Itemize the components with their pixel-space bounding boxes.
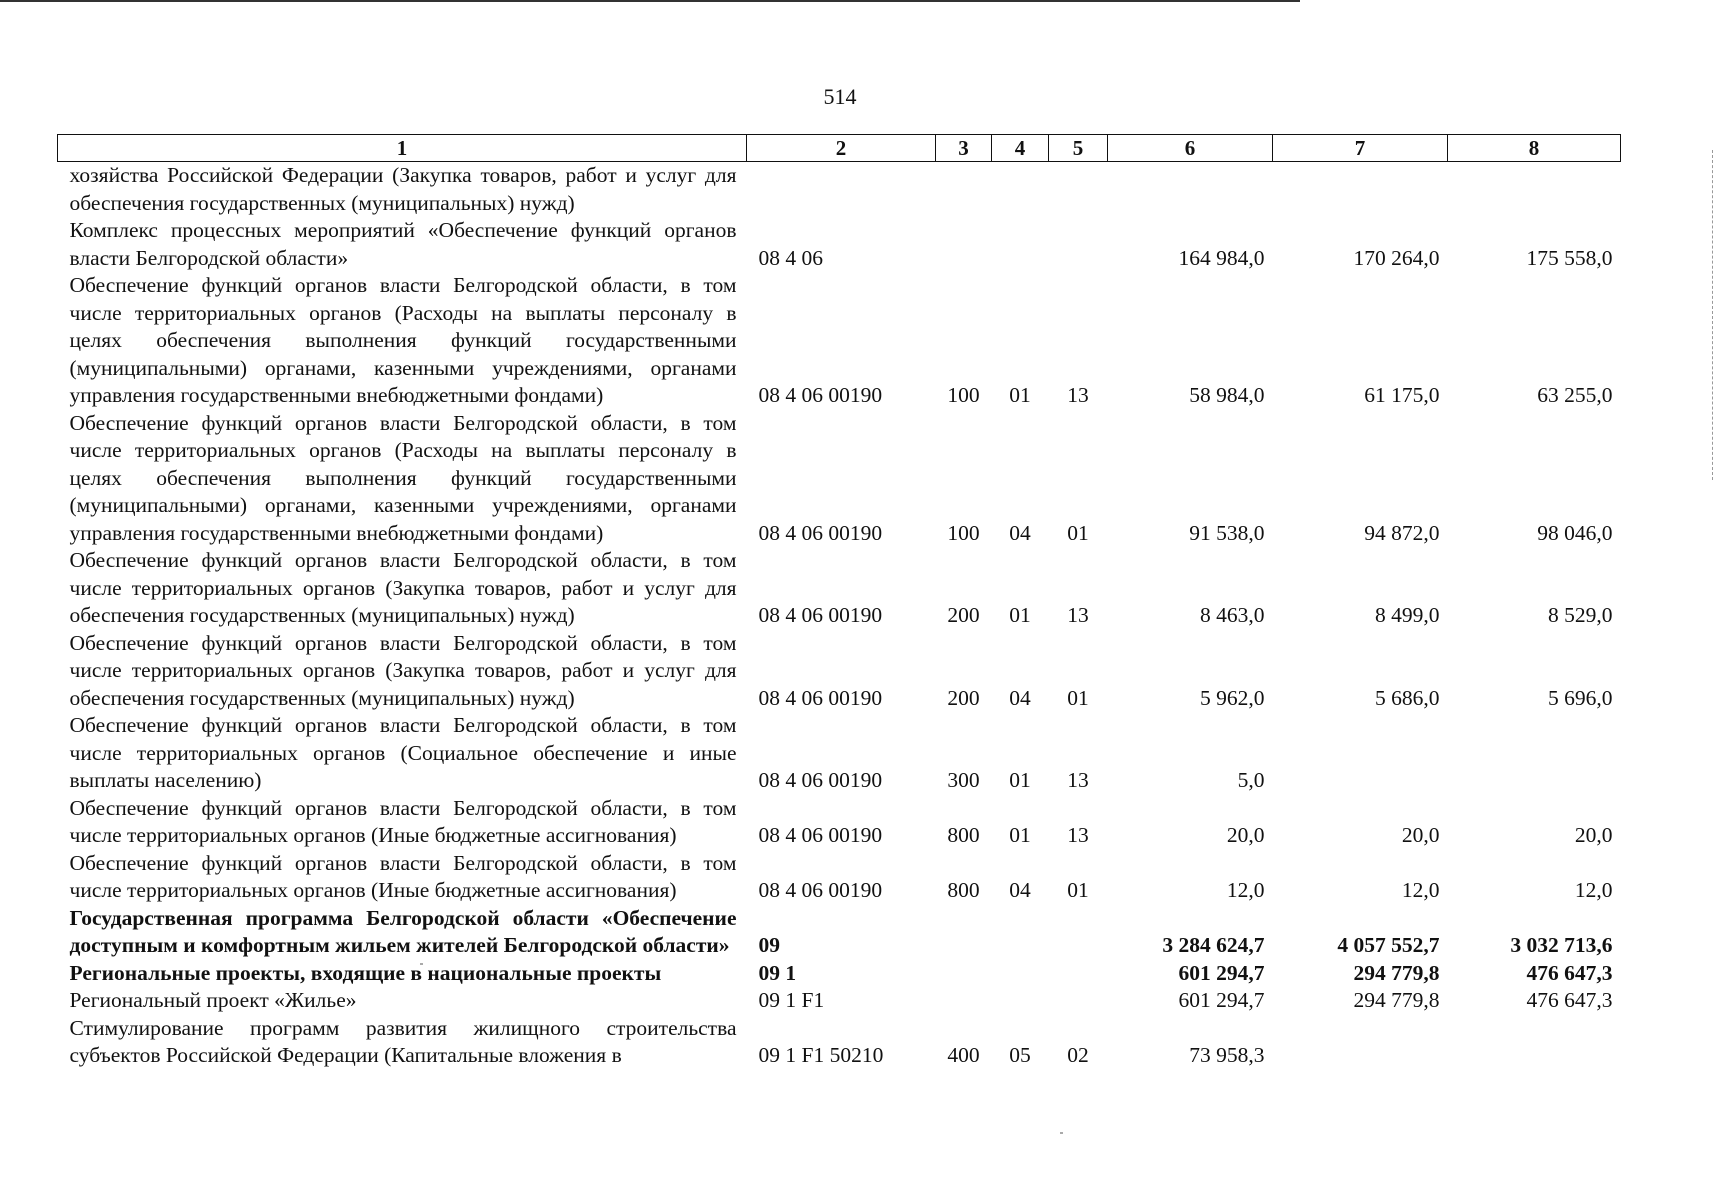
row-amount-year2-cell: 94 872,0 bbox=[1364, 520, 1440, 545]
row-amount-year1-cell: 20,0 bbox=[1226, 823, 1265, 847]
row-amount-year2-cell: 5 686,0 bbox=[1375, 685, 1440, 710]
row-amount-year3-cell: 476 647,3 bbox=[1526, 960, 1613, 985]
table-row bbox=[58, 547, 1621, 630]
table-row bbox=[58, 162, 1621, 218]
row-name-cell: Обеспечение функций органов власти Белгородской области, в том числе территориальных органов (Расходы на выплаты персоналу в целях обеспечения выполнения функций государственными (муниципальными) органами, казенными учреждениями, органами управления государственными внебюджетными фондами) bbox=[69, 273, 737, 407]
row-amount-year2-cell: 20,0 bbox=[1401, 823, 1440, 847]
row-col5-cell: 01 bbox=[1067, 685, 1089, 710]
row-col3-cell: 200 bbox=[947, 603, 980, 627]
row-amount-year1-cell: 8 463,0 bbox=[1200, 603, 1265, 627]
row-amount-year1-cell: 164 984,0 bbox=[1178, 245, 1265, 270]
row-amount-year1-cell: 5 962,0 bbox=[1200, 685, 1265, 710]
row-name-cell: Обеспечение функций органов власти Белгородской области, в том числе территориальных органов (Закупка товаров, работ и услуг для обеспечения государственных (муниципальных) нужд) bbox=[69, 630, 737, 710]
header-col-8: 8 bbox=[1448, 135, 1621, 162]
header-col-2: 2 bbox=[747, 135, 936, 162]
row-col3-cell: 400 bbox=[947, 1043, 980, 1067]
row-col3-cell bbox=[936, 162, 992, 218]
row-col5-cell bbox=[1049, 960, 1108, 988]
table-body bbox=[58, 162, 1621, 1070]
row-amount-year2-cell: 8 499,0 bbox=[1375, 603, 1440, 627]
row-col3-cell bbox=[936, 217, 992, 272]
header-col-1: 1 bbox=[58, 135, 747, 162]
row-amount-year2-cell bbox=[1273, 162, 1448, 218]
row-col4-cell: 04 bbox=[1009, 520, 1031, 545]
row-name-cell: Обеспечение функций органов власти Белгородской области, в том числе территориальных органов (Расходы на выплаты персоналу в целях обеспечения выполнения функций государственными (муниципальными) органами, казенными учреждениями, органами управления государственными внебюджетными фондами) bbox=[69, 410, 737, 545]
row-code-cell: 09 1 bbox=[758, 960, 797, 985]
row-col3-cell: 100 bbox=[947, 383, 980, 407]
row-amount-year3-cell: 8 529,0 bbox=[1548, 603, 1613, 627]
table-row bbox=[58, 410, 1621, 548]
row-amount-year3-cell bbox=[1448, 712, 1621, 795]
row-col4-cell: 01 bbox=[1009, 383, 1031, 407]
row-amount-year1-cell: 73 958,3 bbox=[1189, 1043, 1265, 1067]
row-col4-cell bbox=[992, 905, 1049, 960]
row-col4-cell bbox=[992, 987, 1049, 1015]
row-code-cell: 08 4 06 00190 bbox=[758, 878, 883, 902]
row-col5-cell bbox=[1049, 162, 1108, 218]
row-amount-year3-cell: 98 046,0 bbox=[1537, 520, 1613, 545]
row-amount-year1-cell bbox=[1108, 162, 1273, 218]
row-amount-year3-cell bbox=[1448, 162, 1621, 218]
top-scan-rule bbox=[0, 0, 1300, 2]
header-col-4: 4 bbox=[992, 135, 1049, 162]
row-name-cell: Обеспечение функций органов власти Белгородской области, в том числе территориальных органов (Закупка товаров, работ и услуг для обеспечения государственных (муниципальных) нужд) bbox=[69, 548, 737, 627]
table-row bbox=[58, 217, 1621, 272]
row-amount-year1-cell: 3 284 624,7 bbox=[1162, 933, 1265, 957]
row-col3-cell bbox=[936, 987, 992, 1015]
row-col4-cell: 04 bbox=[1009, 878, 1031, 902]
table-row bbox=[58, 272, 1621, 410]
row-amount-year1-cell: 58 984,0 bbox=[1189, 383, 1265, 407]
table-row bbox=[58, 960, 1621, 988]
row-col4-cell: 01 bbox=[1009, 768, 1031, 792]
row-amount-year2-cell: 170 264,0 bbox=[1353, 245, 1440, 270]
row-name-cell: Обеспечение функций органов власти Белгородской области, в том числе территориальных органов (Иные бюджетные ассигнования) bbox=[69, 850, 737, 902]
row-amount-year1-cell: 601 294,7 bbox=[1178, 988, 1265, 1012]
budget-table bbox=[57, 134, 1621, 1070]
table-row bbox=[58, 630, 1621, 713]
row-code-cell: 09 1 F1 50210 bbox=[758, 1043, 884, 1067]
row-amount-year1-cell: 91 538,0 bbox=[1189, 520, 1265, 545]
row-col3-cell: 800 bbox=[947, 878, 980, 902]
table-row bbox=[58, 987, 1621, 1015]
row-code-cell: 08 4 06 bbox=[758, 245, 823, 270]
row-amount-year3-cell: 12,0 bbox=[1574, 878, 1613, 902]
row-col4-cell: 01 bbox=[1009, 823, 1031, 847]
row-col5-cell: 01 bbox=[1067, 878, 1089, 902]
row-col5-cell bbox=[1049, 905, 1108, 960]
row-col5-cell: 02 bbox=[1067, 1043, 1089, 1067]
row-col4-cell: 05 bbox=[1009, 1043, 1031, 1067]
row-code-cell: 08 4 06 00190 bbox=[758, 603, 883, 627]
row-name-cell: Региональный проект «Жилье» bbox=[69, 988, 357, 1012]
row-code-cell: 08 4 06 00190 bbox=[758, 823, 883, 847]
scan-edge-marks bbox=[1712, 150, 1716, 480]
row-amount-year2-cell bbox=[1273, 712, 1448, 795]
row-col5-cell: 13 bbox=[1067, 383, 1089, 407]
row-col3-cell bbox=[936, 905, 992, 960]
row-col5-cell: 01 bbox=[1067, 520, 1089, 545]
row-code-cell bbox=[747, 162, 936, 218]
row-name-cell: Обеспечение функций органов власти Белгородской области, в том числе территориальных органов (Иные бюджетные ассигнования) bbox=[69, 795, 737, 847]
row-amount-year2-cell: 4 057 552,7 bbox=[1337, 933, 1440, 957]
row-amount-year2-cell: 12,0 bbox=[1401, 878, 1440, 902]
row-code-cell: 08 4 06 00190 bbox=[758, 520, 883, 545]
row-name-cell: Комплекс процессных мероприятий «Обеспечение функций органов власти Белгородской области» bbox=[69, 218, 737, 270]
row-col3-cell: 100 bbox=[947, 520, 980, 545]
row-amount-year1-cell: 601 294,7 bbox=[1178, 960, 1265, 985]
row-amount-year3-cell: 20,0 bbox=[1574, 823, 1613, 847]
row-name-cell: Обеспечение функций органов власти Белгородской области, в том числе территориальных органов (Социальное обеспечение и иные выплаты населению) bbox=[69, 713, 737, 792]
row-col5-cell: 13 bbox=[1067, 768, 1089, 792]
row-amount-year2-cell: 294 779,8 bbox=[1353, 988, 1440, 1012]
row-amount-year3-cell: 63 255,0 bbox=[1537, 383, 1613, 407]
table-row bbox=[58, 905, 1621, 960]
row-col4-cell bbox=[992, 960, 1049, 988]
row-name-cell: Региональные проекты, входящие в национальные проекты bbox=[69, 960, 662, 985]
row-code-cell: 09 bbox=[758, 933, 780, 957]
table-row bbox=[58, 712, 1621, 795]
row-amount-year3-cell: 5 696,0 bbox=[1548, 685, 1613, 710]
row-col5-cell bbox=[1049, 987, 1108, 1015]
row-col5-cell: 13 bbox=[1067, 823, 1089, 847]
table-row bbox=[58, 1015, 1621, 1070]
row-col4-cell bbox=[992, 217, 1049, 272]
row-name-cell: Стимулирование программ развития жилищного строительства субъектов Российской Федерации (Капитальные вложения в bbox=[69, 1015, 737, 1067]
row-amount-year3-cell: 3 032 713,6 bbox=[1510, 933, 1613, 957]
row-code-cell: 08 4 06 00190 bbox=[758, 768, 883, 792]
row-amount-year2-cell bbox=[1273, 1015, 1448, 1070]
row-name-cell: Государственная программа Белгородской области «Обеспечение доступным и комфортным жильем жителей Белгородской области» bbox=[69, 905, 737, 957]
row-amount-year3-cell: 175 558,0 bbox=[1526, 245, 1613, 270]
row-amount-year3-cell: 476 647,3 bbox=[1526, 988, 1613, 1012]
row-col4-cell: 04 bbox=[1009, 685, 1031, 710]
row-col4-cell bbox=[992, 162, 1049, 218]
row-amount-year2-cell: 61 175,0 bbox=[1364, 383, 1440, 407]
row-col3-cell: 800 bbox=[947, 823, 980, 847]
row-code-cell: 08 4 06 00190 bbox=[758, 685, 883, 710]
page-number: 514 bbox=[823, 84, 857, 109]
table-row bbox=[58, 850, 1621, 905]
header-col-5: 5 bbox=[1049, 135, 1108, 162]
row-col5-cell bbox=[1049, 217, 1108, 272]
header-col-3: 3 bbox=[936, 135, 992, 162]
row-col4-cell: 01 bbox=[1009, 603, 1031, 627]
scan-speck bbox=[1060, 1132, 1063, 1134]
row-amount-year1-cell: 5,0 bbox=[1237, 768, 1265, 792]
table-header-row bbox=[58, 135, 1621, 162]
row-name-cell: хозяйства Российской Федерации (Закупка товаров, работ и услуг для обеспечения государственных (муниципальных) нужд) bbox=[69, 163, 737, 215]
table-row bbox=[58, 795, 1621, 850]
row-amount-year1-cell: 12,0 bbox=[1226, 878, 1265, 902]
row-amount-year2-cell: 294 779,8 bbox=[1353, 960, 1440, 985]
row-amount-year3-cell bbox=[1448, 1015, 1621, 1070]
row-code-cell: 09 1 F1 bbox=[758, 988, 825, 1012]
row-col3-cell: 300 bbox=[947, 768, 980, 792]
header-col-6: 6 bbox=[1108, 135, 1273, 162]
header-col-7: 7 bbox=[1273, 135, 1448, 162]
row-col3-cell: 200 bbox=[947, 685, 980, 710]
row-code-cell: 08 4 06 00190 bbox=[758, 383, 883, 407]
row-col3-cell bbox=[936, 960, 992, 988]
row-col5-cell: 13 bbox=[1067, 603, 1089, 627]
